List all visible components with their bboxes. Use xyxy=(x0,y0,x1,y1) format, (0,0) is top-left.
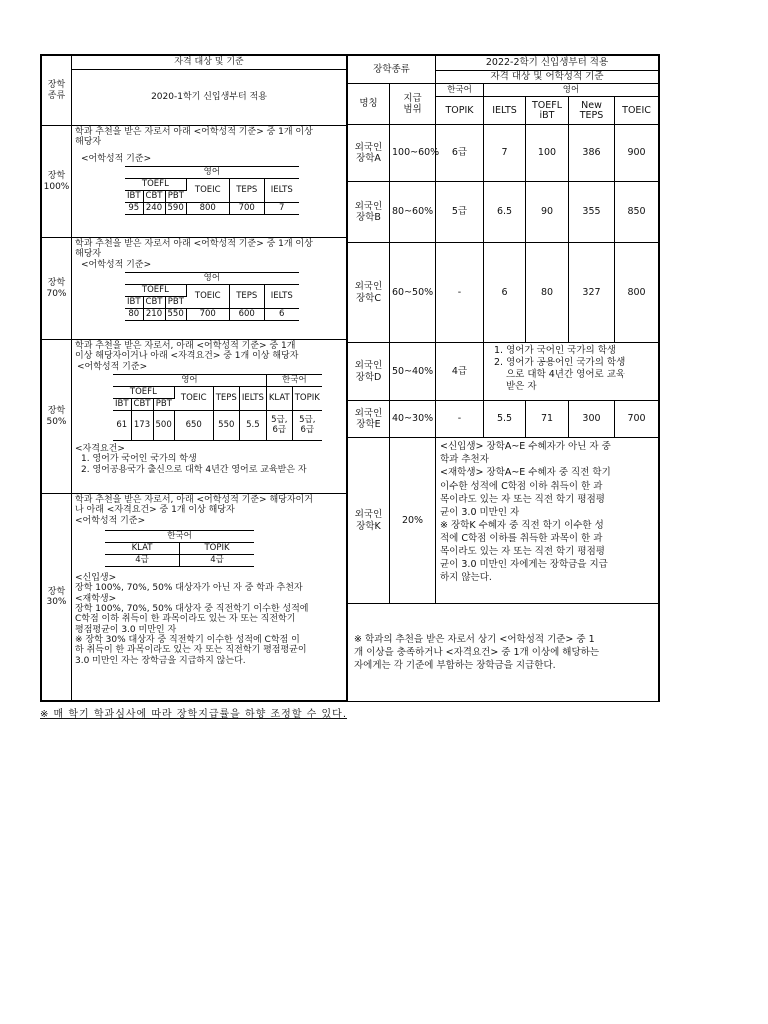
s30-t4: 장학 100%, 70%, 50% 대상자 중 직전학기 이수한 성적에 xyxy=(75,604,309,615)
s70-line2: 해당자 xyxy=(75,249,102,260)
row-d-rate: 50~40% xyxy=(390,343,436,401)
left-category-header: 장학 종류 xyxy=(42,56,72,126)
s50-req1: 1. 영어가 국어인 국가의 학생 xyxy=(81,454,197,465)
scholarship-50-label: 장학 50% xyxy=(42,340,72,494)
row-k-line: 균이 3.0 미만인 자에게는 장학금을 지급 xyxy=(440,559,608,571)
s30-line2: 나 아래 <자격요건> 중 1개 이상 해당자 xyxy=(75,505,235,516)
s70-ielts-header: IELTS xyxy=(264,285,299,309)
right-footnote-line: 자에게는 각 기준에 부합하는 장학금을 지급한다. xyxy=(354,660,556,672)
row-k-line: ※ 장학K 수혜자 중 직전 학기 이수한 성 xyxy=(440,519,604,531)
row-k-rate: 20% xyxy=(390,438,436,604)
s100-value: 95 xyxy=(125,203,143,215)
s30-topik-value: 4급 xyxy=(180,555,255,567)
table-row xyxy=(348,343,659,401)
row-a-ielts: 7 xyxy=(484,125,526,182)
left-criteria-header: 자격 대상 및 기준 xyxy=(72,56,347,70)
s100-value: 7 xyxy=(264,203,299,215)
s30-t2: 장학 100%, 70%, 50% 대상자가 아닌 자 중 학과 추천자 xyxy=(75,583,303,594)
s50-value: 61 xyxy=(113,411,131,441)
s50-req-title: <자격요건> xyxy=(75,444,125,455)
row-c-ielts: 6 xyxy=(484,243,526,343)
s100-crit-title: <어학성적 기준> xyxy=(81,153,152,164)
s70-toefl-header: TOEFL xyxy=(125,285,186,297)
s50-value: 550 xyxy=(213,411,239,441)
s100-line2: 해당자 xyxy=(75,137,102,148)
s30-crit-title: <어학성적 기준> xyxy=(75,515,146,526)
s30-t9: 3.0 미만인 자는 장학금을 지급하지 않는다. xyxy=(75,655,246,666)
row-e-rate: 40~30% xyxy=(390,401,436,438)
row-b-teps: 355 xyxy=(569,182,615,243)
scholarship-30-criteria xyxy=(72,494,347,701)
row-k-line: <재학생> 장학A~E 수혜자 중 직전 학기 xyxy=(440,467,611,479)
s30-t6: 평점평균이 3.0 미만인 자 xyxy=(75,624,177,635)
s50-cbt-header: CBT xyxy=(131,399,153,411)
s50-kor-header: 한국어 xyxy=(266,375,321,387)
s70-value: 700 xyxy=(186,309,229,321)
s30-line1: 학과 추천을 받은 자로서, 아래 <어학성적 기준> 해당자이거 xyxy=(75,495,313,505)
bottom-note: ※ 매 학기 학과심사에 따라 장학지급률을 하향 조정할 수 있다. xyxy=(40,709,348,720)
s100-teps-header: TEPS xyxy=(229,179,264,203)
s50-ielts-header: IELTS xyxy=(239,387,266,411)
row-k-criteria xyxy=(436,438,659,604)
s100-toefl-header: TOEFL xyxy=(125,179,186,191)
row-b-topik: 5급 xyxy=(436,182,484,243)
row-d-topik: 4급 xyxy=(436,343,484,401)
right-applies-text: 2022-2학기 신입생부터 적용 xyxy=(485,57,609,69)
right-topik-header: TOPIK xyxy=(436,97,484,125)
row-b-toeic: 850 xyxy=(615,182,659,243)
s30-klat-value: 4급 xyxy=(105,555,180,567)
row-k-line: 학과 추천자 xyxy=(440,454,489,466)
table-row xyxy=(348,125,659,182)
s70-cbt-header: CBT xyxy=(143,297,165,309)
scholarship-100-label: 장학 100% xyxy=(42,126,72,238)
table-row xyxy=(348,401,659,438)
row-b-ielts: 6.5 xyxy=(484,182,526,243)
right-criteria-text: 자격 대상 및 어학성적 기준 xyxy=(436,70,658,82)
row-e-ielts: 5.5 xyxy=(484,401,526,438)
row-d-req2c: 받은 자 xyxy=(506,380,537,392)
s70-value: 600 xyxy=(229,309,264,321)
s50-topik-value: 5급, 6급 xyxy=(292,411,322,441)
right-footnote-line: ※ 학과의 추천을 받은 자로서 상기 <어학성적 기준> 중 1 xyxy=(354,633,595,645)
s100-toeic-header: TOEIC xyxy=(186,179,229,203)
row-a-name: 외국인 장학A xyxy=(348,125,390,182)
s70-toeic-header: TOEIC xyxy=(186,285,229,309)
scholarship-100-criteria xyxy=(72,126,347,238)
row-k-line: 목이라도 있는 자 또는 직전 학기 평점평 xyxy=(440,546,605,558)
s70-pbt-header: PBT xyxy=(165,297,186,309)
s70-score-table xyxy=(125,272,299,321)
row-k-line: 적에 C학점 이하를 취득한 과목이 한 과 xyxy=(440,532,603,544)
row-d-req2b: 으로 대학 4년간 영어로 교육 xyxy=(506,368,626,380)
s100-value: 240 xyxy=(143,203,165,215)
row-e-toeic: 700 xyxy=(615,401,659,438)
row-k-line: 이수한 성적에 C학점 이하 취득이 한 과 xyxy=(440,480,603,492)
row-d-req2a: 2. 영어가 공용어인 국가의 학생 xyxy=(494,357,626,369)
row-c-toeic: 800 xyxy=(615,243,659,343)
scholarship-70-label: 장학 70% xyxy=(42,238,72,340)
s50-score-table xyxy=(113,374,322,441)
s100-pbt-header: PBT xyxy=(165,191,186,203)
table-row xyxy=(348,182,659,243)
right-name-header: 명칭 xyxy=(348,84,390,125)
row-e-name: 외국인 장학E xyxy=(348,401,390,438)
s100-value: 800 xyxy=(186,203,229,215)
s50-toeic-header: TOEIC xyxy=(174,387,213,411)
row-a-rate: 100~60% xyxy=(390,125,436,182)
row-c-topik: - xyxy=(436,243,484,343)
right-footnote xyxy=(348,604,659,702)
s30-klat-header: KLAT xyxy=(105,543,180,555)
row-k-name: 외국인 장학K xyxy=(348,438,390,604)
s50-topik-header: TOPIK xyxy=(292,387,322,411)
row-c-toefl: 80 xyxy=(526,243,569,343)
s50-pbt-header: PBT xyxy=(153,399,174,411)
right-criteria-table xyxy=(347,55,659,702)
right-criteria-panel xyxy=(347,55,658,701)
row-c-rate: 60~50% xyxy=(390,243,436,343)
s30-t1: <신입생> xyxy=(75,573,117,584)
right-applies-header xyxy=(436,56,659,84)
row-d-req1: 1. 영어가 국어인 국가의 학생 xyxy=(494,345,617,357)
row-a-toeic: 900 xyxy=(615,125,659,182)
row-k-line: <신입생> 장학A~E 수혜자가 아닌 자 중 xyxy=(440,441,611,453)
s100-score-table xyxy=(125,166,299,215)
scholarship-70-criteria xyxy=(72,238,347,340)
scholarship-table-frame xyxy=(40,54,660,702)
right-ielts-header: IELTS xyxy=(484,97,526,125)
row-a-teps: 386 xyxy=(569,125,615,182)
right-toefl-header: TOEFL iBT xyxy=(526,97,569,125)
row-k-line: 하지 않는다. xyxy=(440,572,492,584)
row-a-toefl: 100 xyxy=(526,125,569,182)
s50-teps-header: TEPS xyxy=(213,387,239,411)
table-row xyxy=(348,243,659,343)
s70-eng-header: 영어 xyxy=(125,273,299,285)
s100-line1: 학과 추천을 받은 자로서 아래 <어학성적 기준> 중 1개 이상 xyxy=(75,127,313,137)
s30-t3: <재학생> xyxy=(75,593,117,604)
s70-value: 80 xyxy=(125,309,143,321)
s100-value: 590 xyxy=(165,203,186,215)
left-criteria-panel xyxy=(41,55,347,701)
row-e-teps: 300 xyxy=(569,401,615,438)
s50-eng-header: 영어 xyxy=(113,375,266,387)
s70-value: 6 xyxy=(264,309,299,321)
row-k-line: 목이라도 있는 자 또는 직전 학기 평점평 xyxy=(440,493,605,505)
s50-line1: 학과 추천을 받은 자로서, 아래 <어학성적 기준> 중 1개 xyxy=(75,341,296,351)
row-b-name: 외국인 장학B xyxy=(348,182,390,243)
row-k-line: 균이 3.0 미만인 자 xyxy=(440,506,520,518)
left-criteria-table xyxy=(41,55,347,701)
s100-ibt-header: IBT xyxy=(125,191,143,203)
s30-t8: 하 취득이 한 과목이라도 있는 자 또는 직전학기 평점평균이 xyxy=(75,645,307,656)
s50-toefl-header: TOEFL xyxy=(113,387,174,399)
s50-req2: 2. 영어공용국가 출신으로 대학 4년간 영어로 교육받은 자 xyxy=(81,464,307,475)
s50-crit-title: <어학성적 기준> xyxy=(77,361,148,372)
left-applies-header: 2020-1학기 신입생부터 적용 xyxy=(72,70,347,126)
s70-ibt-header: IBT xyxy=(125,297,143,309)
s100-cbt-header: CBT xyxy=(143,191,165,203)
s30-kor-header: 한국어 xyxy=(105,531,254,543)
s70-value: 210 xyxy=(143,309,165,321)
s50-value: 500 xyxy=(153,411,174,441)
row-d-name: 외국인 장학D xyxy=(348,343,390,401)
row-b-toefl: 90 xyxy=(526,182,569,243)
s50-value: 173 xyxy=(131,411,153,441)
s50-value: 5.5 xyxy=(239,411,266,441)
row-e-topik: - xyxy=(436,401,484,438)
s30-score-table xyxy=(105,530,254,567)
row-e-toefl: 71 xyxy=(526,401,569,438)
table-row xyxy=(348,438,659,604)
s70-teps-header: TEPS xyxy=(229,285,264,309)
s70-value: 550 xyxy=(165,309,186,321)
scholarship-document xyxy=(40,54,660,720)
row-b-rate: 80~60% xyxy=(390,182,436,243)
right-rate-header: 지급 범위 xyxy=(390,84,436,125)
s50-klat-header: KLAT xyxy=(266,387,292,411)
s30-t5: C학점 이하 취득이 한 과목이라도 있는 자 또는 직전학기 xyxy=(75,614,296,625)
s50-klat-value: 5급, 6급 xyxy=(266,411,292,441)
row-c-teps: 327 xyxy=(569,243,615,343)
s50-value: 650 xyxy=(174,411,213,441)
right-footnote-line: 개 이상을 충족하거나 <자격요건> 중 1개 이상에 해당하는 xyxy=(354,647,599,659)
s30-topik-header: TOPIK xyxy=(180,543,255,555)
row-d-requirements xyxy=(484,343,659,401)
right-category-header: 장학종류 xyxy=(348,56,436,84)
s70-crit-title: <어학성적 기준> xyxy=(81,259,152,270)
s30-t7: ※ 장학 30% 대상자 중 직전학기 이수한 성적에 C학점 이 xyxy=(75,635,300,646)
s100-ielts-header: IELTS xyxy=(264,179,299,203)
s50-line2: 이상 해당자이거나 아래 <자격요건> 중 1개 이상 해당자 xyxy=(75,351,299,362)
right-eng-header: 영어 xyxy=(484,84,659,97)
right-kor-header: 한국어 xyxy=(436,84,484,97)
s100-value: 700 xyxy=(229,203,264,215)
right-toeic-header: TOEIC xyxy=(615,97,659,125)
row-c-name: 외국인 장학C xyxy=(348,243,390,343)
row-a-topik: 6급 xyxy=(436,125,484,182)
s50-ibt-header: IBT xyxy=(113,399,131,411)
s100-eng-header: 영어 xyxy=(125,167,299,179)
scholarship-30-label: 장학 30% xyxy=(42,494,72,701)
scholarship-50-criteria xyxy=(72,340,347,494)
right-teps-header: New TEPS xyxy=(569,97,615,125)
s70-line1: 학과 추천을 받은 자로서 아래 <어학성적 기준> 중 1개 이상 xyxy=(75,239,313,249)
